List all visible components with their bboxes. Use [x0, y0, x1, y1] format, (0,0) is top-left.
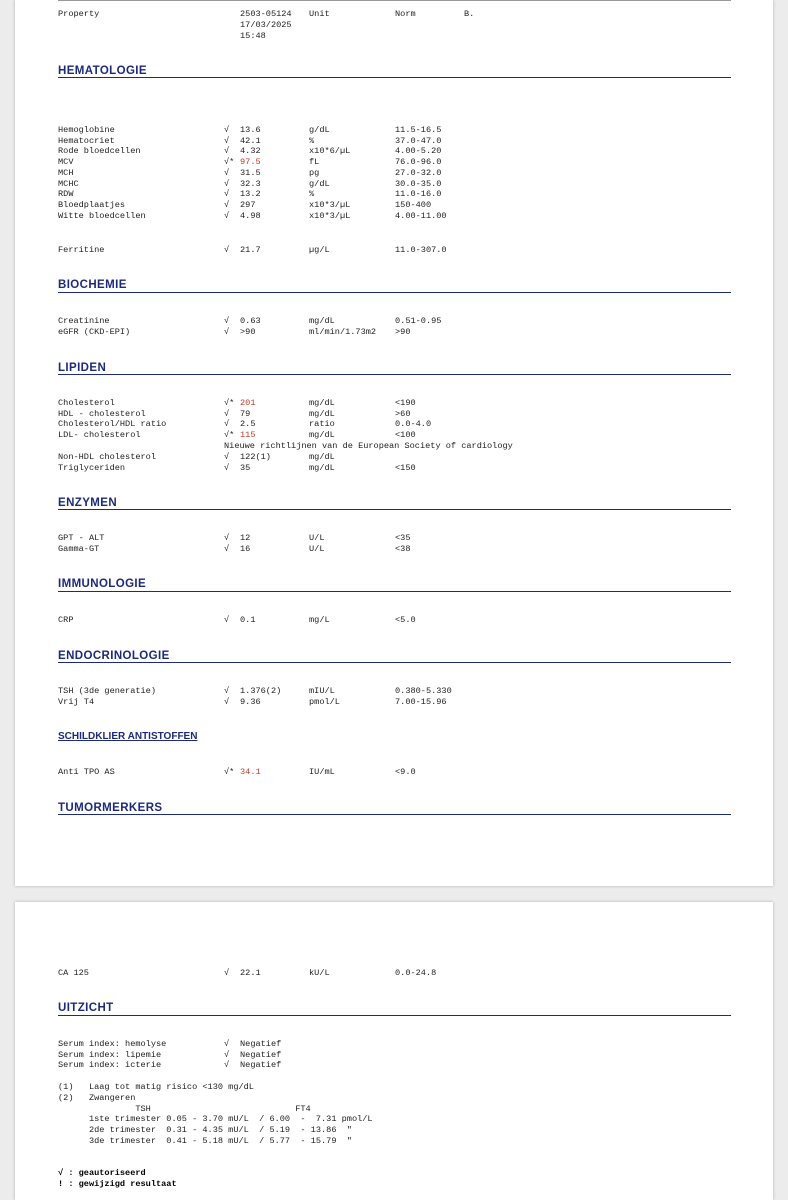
- result-row: [15, 211, 773, 222]
- footnote-trimester-2-text: 2de trimester 0.31 - 4.35 mU/L / 5.19 - 13.86 ": [58, 1125, 352, 1135]
- reference-range: 11.0-16.0: [395, 189, 442, 200]
- status-flag: √: [224, 543, 230, 554]
- status-flag: √*: [224, 430, 235, 441]
- reference-range: 27.0-32.0: [395, 167, 442, 178]
- sample-time: 15:48: [240, 31, 266, 41]
- result-value: 16: [240, 543, 251, 554]
- result-unit: pg: [309, 167, 320, 178]
- result-value: 32.3: [240, 178, 261, 189]
- status-flag: √: [224, 178, 230, 189]
- section-title-hematologie: HEMATOLOGIE: [58, 65, 147, 77]
- result-value: 35: [240, 462, 251, 473]
- footnote-trimester-1: [15, 1114, 773, 1125]
- test-name: Creatinine: [58, 316, 110, 326]
- section-title-tumormerkers: TUMORMERKERS: [58, 802, 163, 814]
- result-unit: mg/dL: [309, 316, 335, 326]
- result-value: 122(1): [240, 452, 271, 462]
- result-row: [15, 430, 773, 441]
- result-value: Negatief: [240, 1039, 282, 1049]
- section-title-uitzicht: UITZICHT: [58, 1002, 114, 1014]
- result-value: 0.63: [240, 316, 261, 326]
- result-unit: mg/dL: [309, 430, 335, 441]
- sample-date: 17/03/2025: [240, 20, 292, 30]
- result-row: [15, 179, 773, 190]
- header-date-row: [15, 20, 773, 31]
- result-unit: kU/L: [309, 968, 330, 978]
- section-title-lipiden: LIPIDEN: [58, 362, 107, 374]
- result-row: [15, 125, 773, 136]
- result-unit: U/L: [309, 543, 325, 554]
- reference-range: 30.0-35.0: [395, 178, 442, 189]
- status-flag: √: [224, 189, 230, 200]
- test-name: Hemoglobine: [58, 125, 115, 135]
- status-flag: √: [224, 326, 230, 337]
- test-name: HDL - cholesterol: [58, 408, 146, 419]
- result-unit: µg/L: [309, 245, 330, 255]
- test-name: MCHC: [58, 178, 79, 189]
- status-flag: √: [224, 316, 230, 326]
- reference-range: <150: [395, 462, 416, 473]
- status-flag: √*: [224, 767, 235, 777]
- result-value: 13.2: [240, 189, 261, 200]
- result-value: 12: [240, 533, 251, 543]
- lipiden-note: Nieuwe richtlijnen van de European Society of cardiology: [224, 441, 513, 451]
- result-row: [15, 533, 773, 544]
- status-flag: √: [224, 125, 230, 135]
- reference-range: <5.0: [395, 615, 416, 625]
- result-row: [15, 686, 773, 697]
- result-row: [15, 157, 773, 168]
- result-unit: g/dL: [309, 125, 330, 135]
- result-row: [15, 419, 773, 430]
- footnote-trimester-1-text: 1ste trimester 0.05 - 3.70 mU/L / 6.00 - 7.31 pmol/L: [58, 1114, 373, 1124]
- result-value: 9.36: [240, 696, 261, 707]
- result-unit: mg/dL: [309, 408, 335, 419]
- section-divider: [58, 509, 731, 510]
- test-name: Serum index: lipemie: [58, 1049, 162, 1060]
- test-name: CRP: [58, 615, 74, 625]
- result-unit: fL: [309, 157, 320, 168]
- result-value: Negatief: [240, 1060, 282, 1071]
- test-name: Witte bloedcellen: [58, 210, 146, 221]
- result-value: 22.1: [240, 968, 261, 978]
- section-title-biochemie: BIOCHEMIE: [58, 279, 127, 291]
- test-name: Non-HDL cholesterol: [58, 452, 156, 462]
- test-name: Triglyceriden: [58, 462, 126, 473]
- status-flag: √: [224, 615, 230, 625]
- reference-range: 76.0-96.0: [395, 157, 442, 168]
- section-divider: [58, 662, 731, 663]
- result-row: [15, 463, 773, 474]
- footnote-trimester-3: [15, 1136, 773, 1147]
- status-flag: √: [224, 462, 230, 473]
- status-flag: √: [224, 419, 230, 430]
- footnote-1-text: (1) Laag tot matig risico <130 mg/dL: [58, 1082, 254, 1092]
- reference-range: <38: [395, 543, 411, 554]
- status-flag: √: [224, 696, 230, 707]
- result-unit: x10*3/µL: [309, 210, 351, 221]
- result-value: >90: [240, 326, 256, 337]
- reference-range: <35: [395, 533, 411, 543]
- status-flag: √*: [224, 157, 235, 168]
- result-row: [15, 168, 773, 179]
- footnote-tsh-header-text: TSH FT4: [58, 1104, 311, 1114]
- footnote-trimester-3-text: 3de trimester 0.41 - 5.18 mU/L / 5.77 - 15.79 ": [58, 1136, 352, 1146]
- result-unit: IU/mL: [309, 767, 335, 777]
- footnote-2-text: (2) Zwangeren: [58, 1093, 136, 1103]
- result-row: [15, 189, 773, 200]
- test-name: GPT - ALT: [58, 533, 105, 543]
- result-unit: g/dL: [309, 178, 330, 189]
- status-flag: √: [224, 408, 230, 419]
- b-label: B.: [464, 9, 475, 19]
- test-name: Ferritine: [58, 245, 105, 255]
- reference-range: 11.0-307.0: [395, 245, 447, 255]
- property-label: Property: [58, 9, 100, 19]
- section-divider: [58, 374, 731, 375]
- section-divider: [58, 814, 731, 815]
- section-divider: [58, 1015, 731, 1016]
- status-flag: √*: [224, 398, 235, 408]
- result-value: 297: [240, 199, 256, 210]
- footnote-2: [15, 1093, 773, 1104]
- status-flag: √: [224, 533, 230, 543]
- unit-label: Unit: [309, 9, 330, 19]
- result-unit: x10*3/µL: [309, 199, 351, 210]
- test-name: CA 125: [58, 968, 89, 978]
- result-unit: mg/L: [309, 615, 330, 625]
- section-divider: [58, 591, 731, 592]
- test-name: Serum index: icterie: [58, 1060, 162, 1071]
- sample-id: 2503-05124: [240, 9, 292, 19]
- result-unit: mIU/L: [309, 686, 335, 696]
- report-page-1: [15, 0, 773, 886]
- status-flag: √: [224, 210, 230, 221]
- result-value: 1.376(2): [240, 686, 282, 696]
- result-unit: U/L: [309, 533, 325, 543]
- test-name: Serum index: hemolyse: [58, 1039, 167, 1049]
- result-unit: pmol/L: [309, 696, 340, 707]
- status-flag: √: [224, 245, 230, 255]
- status-flag: √: [224, 146, 230, 157]
- result-row: [15, 452, 773, 463]
- result-row: [15, 697, 773, 708]
- norm-label: Norm: [395, 9, 416, 19]
- reference-range: 150-400: [395, 199, 432, 210]
- result-value: Negatief: [240, 1049, 282, 1060]
- section-title-immunologie: IMMUNOLOGIE: [58, 578, 147, 590]
- status-flag: √: [224, 199, 230, 210]
- result-value: 34.1: [240, 767, 261, 777]
- result-row: [15, 615, 773, 626]
- result-row: [15, 544, 773, 555]
- reference-range: >90: [395, 326, 411, 337]
- reference-range: 4.00-5.20: [395, 146, 442, 157]
- result-value: 201: [240, 398, 256, 408]
- lipiden-note-row: [15, 441, 773, 452]
- result-row: [15, 1050, 773, 1061]
- report-page-2: [15, 902, 773, 1200]
- result-value: 4.98: [240, 210, 261, 221]
- test-name: Vrij T4: [58, 696, 95, 707]
- reference-range: <100: [395, 430, 416, 441]
- result-unit: mg/dL: [309, 452, 335, 462]
- section-title-endocrinologie: ENDOCRINOLOGIE: [58, 650, 170, 662]
- header-row: [15, 9, 773, 20]
- result-unit: ratio: [309, 419, 335, 430]
- status-flag: √: [224, 686, 230, 696]
- result-row: [15, 200, 773, 211]
- result-value: 13.6: [240, 125, 261, 135]
- result-row: [15, 146, 773, 157]
- test-name: Anti TPO AS: [58, 767, 115, 777]
- test-name: Cholesterol: [58, 398, 115, 408]
- result-unit: %: [309, 135, 315, 146]
- status-flag: √: [224, 968, 230, 978]
- section-title-enzymen: ENZYMEN: [58, 497, 118, 509]
- result-value: 0.1: [240, 615, 256, 625]
- legend-modified: [15, 1179, 773, 1190]
- result-value: 97.5: [240, 157, 261, 168]
- test-name: MCV: [58, 157, 74, 168]
- test-name: Hematocriet: [58, 135, 115, 146]
- reference-range: <9.0: [395, 767, 416, 777]
- status-flag: √: [224, 1049, 230, 1060]
- test-name: Gamma-GT: [58, 543, 100, 554]
- status-flag: √: [224, 135, 230, 146]
- test-name: RDW: [58, 189, 74, 200]
- legend-authorised: [15, 1168, 773, 1179]
- legend-authorised-text: √ : geautoriseerd: [58, 1168, 146, 1178]
- footnote-trimester-2: [15, 1125, 773, 1136]
- section-divider: [58, 77, 731, 78]
- reference-range: <190: [395, 398, 416, 408]
- legend-modified-text: ! : gewijzigd resultaat: [58, 1179, 177, 1189]
- result-row: [15, 409, 773, 420]
- result-unit: ml/min/1.73m2: [309, 326, 377, 337]
- test-name: TSH (3de generatie): [58, 686, 156, 696]
- reference-range: 0.51-0.95: [395, 316, 442, 326]
- footnote-1: [15, 1082, 773, 1093]
- reference-range: 0.0-4.0: [395, 419, 432, 430]
- result-unit: %: [309, 189, 315, 200]
- status-flag: √: [224, 1060, 230, 1071]
- test-name: Bloedplaatjes: [58, 199, 126, 210]
- result-value: 42.1: [240, 135, 261, 146]
- section-title-schildklier-antistoffen: SCHILDKLIER ANTISTOFFEN: [58, 731, 198, 742]
- test-name: Cholesterol/HDL ratio: [58, 419, 167, 430]
- result-row: [15, 968, 773, 979]
- result-row: [15, 767, 773, 778]
- result-row: [15, 136, 773, 147]
- test-name: MCH: [58, 167, 74, 178]
- status-flag: √: [224, 452, 230, 462]
- result-value: 21.7: [240, 245, 261, 255]
- result-row: [15, 398, 773, 409]
- result-row: [15, 327, 773, 338]
- result-unit: x10*6/µL: [309, 146, 351, 157]
- reference-range: 0.380-5.330: [395, 686, 452, 696]
- result-value: 2.5: [240, 419, 256, 430]
- status-flag: √: [224, 167, 230, 178]
- result-row: [15, 1060, 773, 1071]
- result-row: [15, 316, 773, 327]
- header-time-row: [15, 31, 773, 42]
- reference-range: 4.00-11.00: [395, 210, 447, 221]
- section-divider: [58, 292, 731, 293]
- status-flag: √: [224, 1039, 230, 1049]
- test-name: eGFR (CKD-EPI): [58, 326, 131, 337]
- reference-range: 11.5-16.5: [395, 125, 442, 135]
- result-value: 31.5: [240, 167, 261, 178]
- reference-range: 7.00-15.96: [395, 696, 447, 707]
- result-unit: mg/dL: [309, 398, 335, 408]
- reference-range: >60: [395, 408, 411, 419]
- top-divider: [58, 0, 731, 1]
- result-value: 115: [240, 430, 256, 441]
- test-name: LDL- cholesterol: [58, 430, 141, 441]
- result-value: 4.32: [240, 146, 261, 157]
- result-value: 79: [240, 408, 251, 419]
- result-row: [15, 245, 773, 256]
- reference-range: 37.0-47.0: [395, 135, 442, 146]
- result-unit: mg/dL: [309, 462, 335, 473]
- reference-range: 0.0-24.8: [395, 968, 437, 978]
- test-name: Rode bloedcellen: [58, 146, 141, 157]
- result-row: [15, 1039, 773, 1050]
